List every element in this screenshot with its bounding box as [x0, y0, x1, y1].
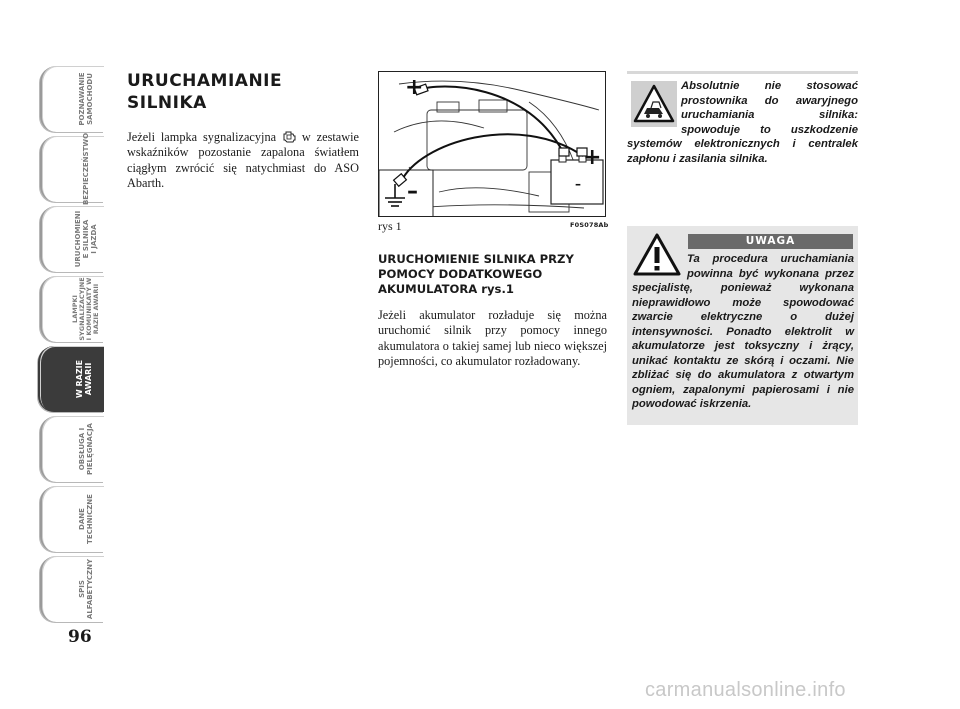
chapter-tabs [40, 66, 106, 626]
warning-text: Absolutnie nie stosować prostownika do awaryjnego uruchamiania silnika: spowoduje to uszkodzenie systemów elektronicznych i centralek zapłonu i zasilania silnika. [627, 80, 858, 165]
tab-label: LAMPKI SYGNALIZACYJNE I KOMUNIKATY W RAZIE AWARII [71, 277, 100, 341]
tab-uruchomienie-silnika[interactable] [40, 206, 104, 272]
section-body [127, 130, 359, 192]
tab-poznawanie-samochodu[interactable] [40, 66, 104, 132]
tab-label: OBSŁUGA I PIELĘGNACJA [78, 423, 94, 475]
minus-sign: – [407, 179, 418, 204]
tab-label: W RAZIE AWARII [75, 359, 93, 399]
jump-start-diagram [379, 72, 606, 217]
tab-obsluga-i-pielegnacja[interactable] [40, 416, 104, 482]
jump-start-illustration [378, 71, 606, 217]
caution-box [627, 226, 858, 425]
tab-dane-techniczne[interactable] [40, 486, 104, 552]
tab-label: URUCHOMIENI E SILNIKA I JAZDA [74, 210, 98, 268]
section-heading: URUCHOMIENIE SILNIKA PRZY POMOCY DODATKOWEGO AKUMULATORA rys.1 [378, 252, 574, 296]
figure-code: F0S078Ab [570, 221, 609, 229]
plus-sign: + [405, 75, 424, 100]
page-number: 96 [68, 627, 92, 647]
tab-label: SPIS ALFABETYCZNY [78, 558, 94, 620]
icon-spacer [632, 252, 687, 278]
tab-label: DANE TECHNICZNE [78, 494, 94, 544]
tab-bezpieczenstwo[interactable] [40, 132, 104, 206]
warning-text-block [627, 79, 858, 166]
divider [627, 71, 858, 74]
body-text: Jeżeli lampka sygnalizacyjna [127, 130, 282, 144]
tab-lampki-sygnalizacyjne[interactable] [40, 276, 104, 342]
caution-text-block [632, 252, 854, 412]
engine-warning-icon [282, 130, 296, 143]
figure-caption: rys 1 [378, 219, 402, 233]
tab-label: BEZPIECZEŃSTWO [82, 132, 90, 206]
caution-text: Ta procedura uruchamiania powinna być wykonana przez specjalistę, ponieważ wykonana nieprawidłowo może spowodować zwarcie elektryczne o dużej intensywności. Ponadto elektrolit w akumulatorze jest toksyczny i żrący, unikać kontaktu ze skórą i oczami. Nie zbliżać się do akumulatora z otwartym ogniem, zapalonymi papierosami i nie powodować iskrzenia. [632, 253, 854, 410]
tab-spis-alfabetyczny[interactable] [40, 556, 104, 622]
body-text: w zestawie wskaźników pozostanie zapalona światłem ciągłym zwrócić się natychmiast do ASO Abarth. [127, 130, 359, 191]
watermark: carmanualsonline.info [645, 679, 846, 701]
charger-warning-box [627, 71, 858, 196]
tab-w-razie-awarii[interactable] [38, 346, 104, 412]
section-title: URUCHAMIANIE SILNIKA [127, 71, 283, 113]
minus-sign: – [575, 177, 581, 191]
tab-label: POZNAWANIE SAMOCHODU [78, 72, 94, 126]
caution-header: UWAGA [688, 234, 853, 249]
plus-sign: + [583, 145, 602, 170]
section-body: Jeżeli akumulator rozładuje się można uruchomić silnik przy pomocy innego akumulatora o takiej samej lub nieco większej pojemności, co akumulator rozładowany. [378, 308, 607, 369]
icon-spacer [627, 79, 681, 137]
